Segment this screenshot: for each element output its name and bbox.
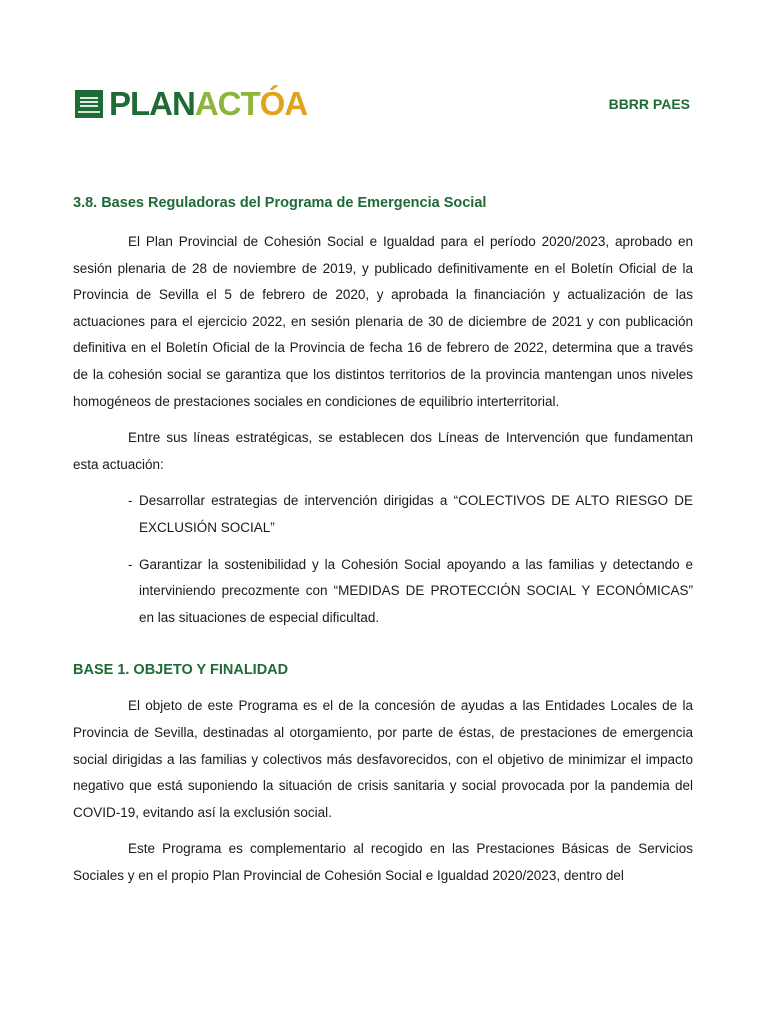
list-item: - Desarrollar estrategias de intervención dirigidas a “COLECTIVOS DE ALTO RIESGO DE EXCLUSIÓN SOCIAL” (128, 493, 693, 535)
document-body (73, 190, 693, 899)
logo-plan: PLAN (109, 85, 195, 122)
paragraph: El Plan Provincial de Cohesión Social e Igualdad para el período 2020/2023, aprobado en sesión plenaria de 28 de noviembre de 2019, y publicado definitivamente en el Boletín Oficial de la Provincia de Sevilla el 5 de febrero de 2020, y aprobada la financiación y actualización de las actuaciones para el ejercicio 2022, en sesión plenaria de 30 de diciembre de 2021 y con publicación definitiva en el Boletín Oficial de la Provincia de fecha 16 de febrero de 2022, determina que a través de la cohesión social se garantiza que los distintos territorios de la provincia mantengan unos niveles homogéneos de prestaciones sociales en condiciones de equilibrio interterritorial. (73, 234, 693, 409)
list-item-text: Garantizar la sostenibilidad y la Cohesión Social apoyando a las familias y detectando e interviniendo precozmente con “MEDIDAS DE PROTECCIÓN SOCIAL Y ECONÓMICAS” en las situaciones de especial dificultad. (139, 556, 693, 625)
diputacion-sevilla-emblem-icon (75, 90, 103, 118)
logo-wordmark (109, 84, 307, 124)
logo-oa: ÓA (259, 85, 308, 122)
paragraph: Entre sus líneas estratégicas, se establecen dos Líneas de Intervención que fundamentan esta actuación: (73, 430, 693, 472)
logo-act: ACT (194, 85, 260, 122)
section-title: 3.8. Bases Reguladoras del Programa de Emergencia Social (73, 195, 487, 211)
list-item: - Garantizar la sostenibilidad y la Cohesión Social apoyando a las familias y detectando e interviniendo precozmente con “MEDIDAS DE PROTECCIÓN SOCIAL Y ECONÓMICAS” en las situaciones de especial dificultad. (128, 556, 693, 625)
paragraph: Este Programa es complementario al recogido en las Prestaciones Básicas de Servicios Sociales y en el propio Plan Provincial de Cohesión Social e Igualdad 2020/2023, dentro del (73, 841, 693, 883)
list-item-text: Desarrollar estrategias de intervención dirigidas a “COLECTIVOS DE ALTO RIESGO DE EXCLUSIÓN SOCIAL” (139, 493, 693, 535)
document-code: BBRR PAES (608, 96, 690, 112)
intervention-lines-list (73, 488, 693, 631)
planactoa-logo (75, 84, 307, 124)
page-header (75, 84, 690, 124)
paragraph: El objeto de este Programa es el de la concesión de ayudas a las Entidades Locales de la Provincia de Sevilla, destinadas al otorgamiento, por parte de éstas, de prestaciones de emergencia social dirigidas a las familias y colectivos más desfavorecidos, con el objetivo de minimizar el impacto negativo que está suponiendo la situación de crisis sanitaria y social provocada por la pandemia del COVID-19, evitando así la exclusión social. (73, 698, 693, 820)
base1-title: BASE 1. OBJETO Y FINALIDAD (73, 662, 289, 679)
